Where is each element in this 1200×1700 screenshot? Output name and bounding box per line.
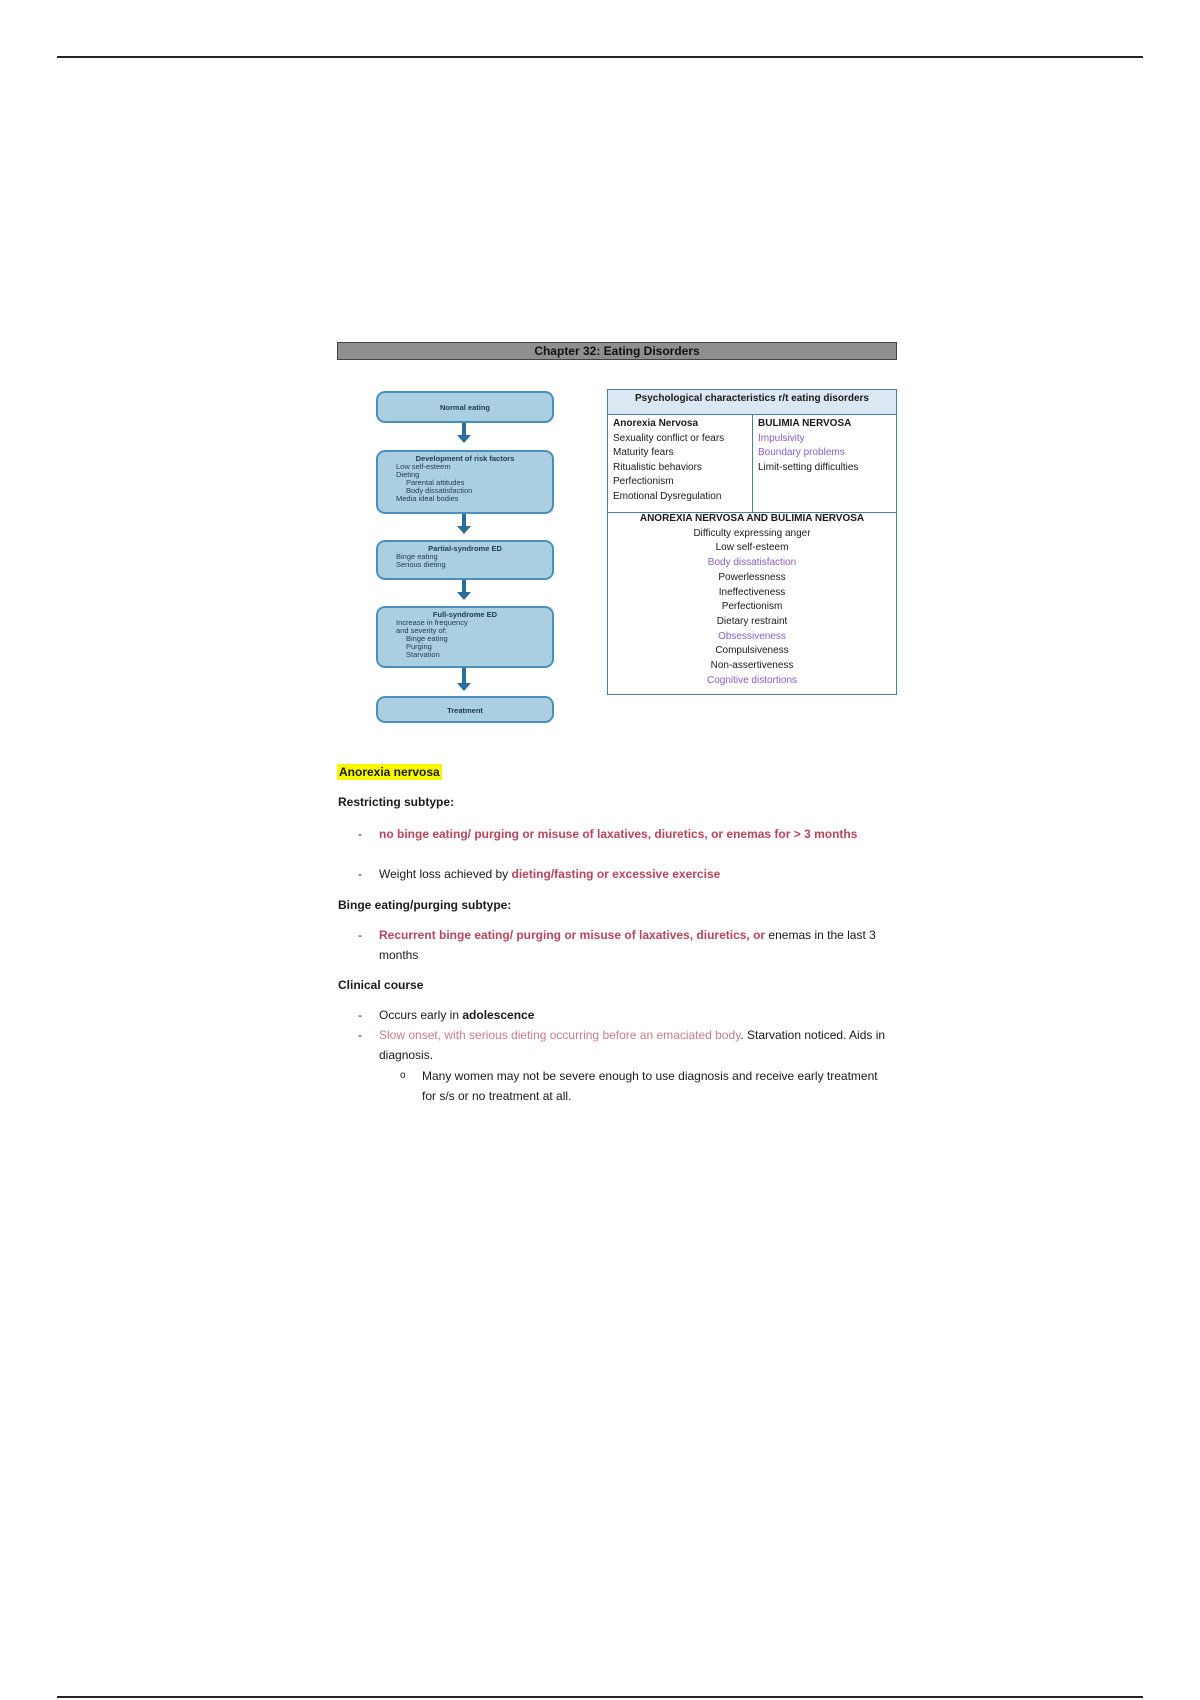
bottom-rule <box>57 1696 1143 1698</box>
binge-heading: Binge eating/purging subtype: <box>338 898 512 912</box>
flow-arrow <box>462 514 466 526</box>
list-item: Body dissatisfaction <box>707 557 797 569</box>
anorexia-header: Anorexia Nervosa <box>613 418 699 429</box>
shared-characteristics <box>608 512 896 688</box>
list-item: - Recurrent binge eating/ purging or misuse of laxatives, diuretics, or enemas in the last 3 months <box>358 928 876 962</box>
anorexia-column <box>608 415 753 512</box>
list-item: Impulsivity <box>758 432 805 444</box>
chapter-title: Chapter 32: Eating Disorders <box>337 342 897 360</box>
flow-arrow <box>462 668 466 683</box>
flow-step-risk-factors: Development of risk factors Low self-esteem Dieting Parental attitudes Body dissatisfaction Media ideal bodies <box>376 450 554 514</box>
flow-step-full-syndrome: Full-syndrome ED Increase in frequency and severity of: Binge eating Purging Starvation <box>376 606 554 668</box>
list-item: Perfectionism <box>721 601 783 613</box>
list-item: Sexuality conflict or fears <box>613 432 725 444</box>
bulimia-header: BULIMIA NERVOSA <box>758 418 852 429</box>
list-item: Obsessiveness <box>718 630 786 642</box>
list-item: Boundary problems <box>758 447 845 458</box>
list-item: - Weight loss achieved by dieting/fasting or excessive exercise <box>358 867 721 881</box>
highlighted-heading: Anorexia nervosa <box>339 765 440 779</box>
list-item: Low self-esteem <box>715 542 789 554</box>
arrow-down-icon <box>457 592 471 600</box>
list-item: - Occurs early in adolescence <box>358 1008 535 1022</box>
bulimia-column <box>753 415 896 512</box>
list-item: Ineffectiveness <box>718 586 786 598</box>
list-item: Perfectionism <box>613 476 674 487</box>
table-columns <box>608 415 896 513</box>
list-item: Compulsiveness <box>715 645 789 657</box>
flow-arrow <box>462 580 466 592</box>
sub-list-item: o Many women may not be severe enough to use diagnosis and receive early treatment for s/s or no treatment at all. <box>400 1069 878 1103</box>
flow-step-partial-syndrome: Partial-syndrome ED Binge eating Serious dieting <box>376 540 554 580</box>
list-item: Cognitive distortions <box>706 674 798 686</box>
table-title: Psychological characteristics r/t eating disorders <box>608 390 896 415</box>
top-rule <box>57 56 1143 58</box>
list-item: Non-assertiveness <box>710 660 794 672</box>
shared-header: ANOREXIA NERVOSA AND BULIMIA NERVOSA <box>639 513 865 524</box>
arrow-down-icon <box>457 435 471 443</box>
list-item: Dietary restraint <box>716 615 788 627</box>
list-item: - Slow onset, with serious dieting occurring before an emaciated body. Starvation noticed. Aids in diagnosis. <box>358 1028 886 1062</box>
list-item: Maturity fears <box>613 447 674 458</box>
list-item: Powerlessness <box>718 571 786 583</box>
list-item: Difficulty expressing anger <box>693 527 811 539</box>
flow-arrow <box>462 423 466 435</box>
characteristics-table <box>607 389 897 695</box>
restricting-heading: Restricting subtype: <box>338 795 455 809</box>
arrow-down-icon <box>457 683 471 691</box>
list-item: Limit-setting difficulties <box>758 461 859 473</box>
list-item: Ritualistic behaviors <box>613 461 702 473</box>
flow-step-treatment: Treatment <box>376 696 554 723</box>
flow-step-normal-eating: Normal eating <box>376 391 554 423</box>
clinical-heading: Clinical course <box>338 978 424 992</box>
list-item: Emotional Dysregulation <box>613 490 722 502</box>
list-item: - no binge eating/ purging or misuse of laxatives, diuretics, or enemas for > 3 months <box>358 827 858 841</box>
arrow-down-icon <box>457 526 471 534</box>
